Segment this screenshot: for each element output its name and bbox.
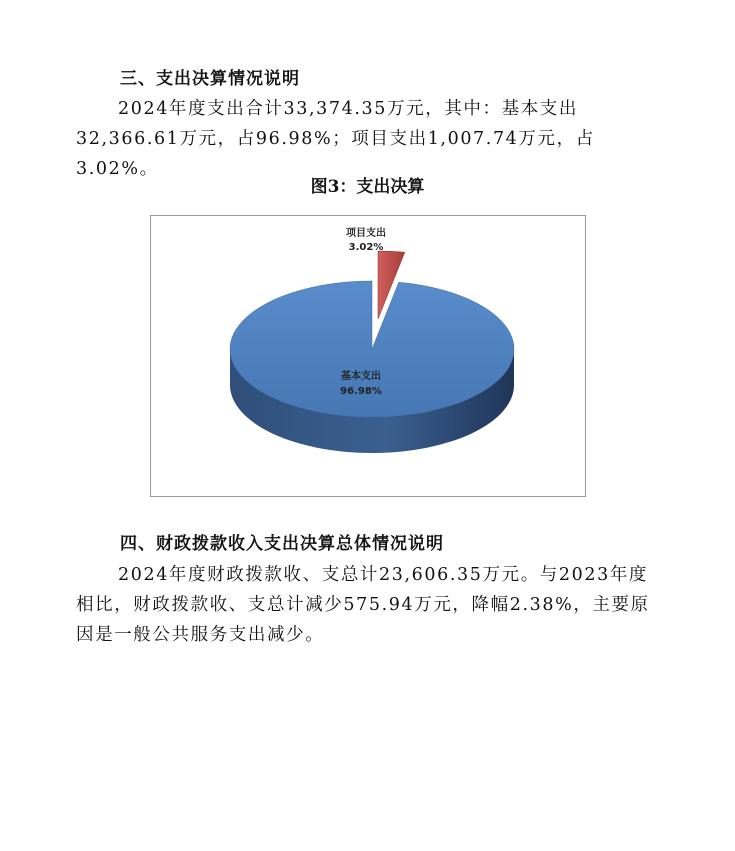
section-4-paragraph: 2024年度财政拨款收、支总计23,606.35万元。与2023年度相比，财政拨款收、支总计减少575.94万元，降幅2.38%，主要原因是一般公共服务支出减少。 [76,565,650,645]
slice-label-basic: 基本支出 [341,371,381,382]
slice-value-basic: 96.98% [340,386,382,397]
figure-title: 图3：支出决算 [310,177,425,197]
slice-value-project: 3.02% [348,242,384,253]
pie-chart [150,215,586,497]
section-3-paragraph: 2024年度支出合计33,374.35万元，其中：基本支出32,366.61万元，占96.98%；项目支出1,007.74万元，占3.02%。 [76,99,595,179]
section-3-heading: 三、支出决算情况说明 [120,69,300,89]
slice-label-project: 项目支出 [346,228,386,239]
section-4-heading: 四、财政拨款收入支出决算总体情况说明 [120,534,444,554]
pie-chart-svg [151,216,585,496]
